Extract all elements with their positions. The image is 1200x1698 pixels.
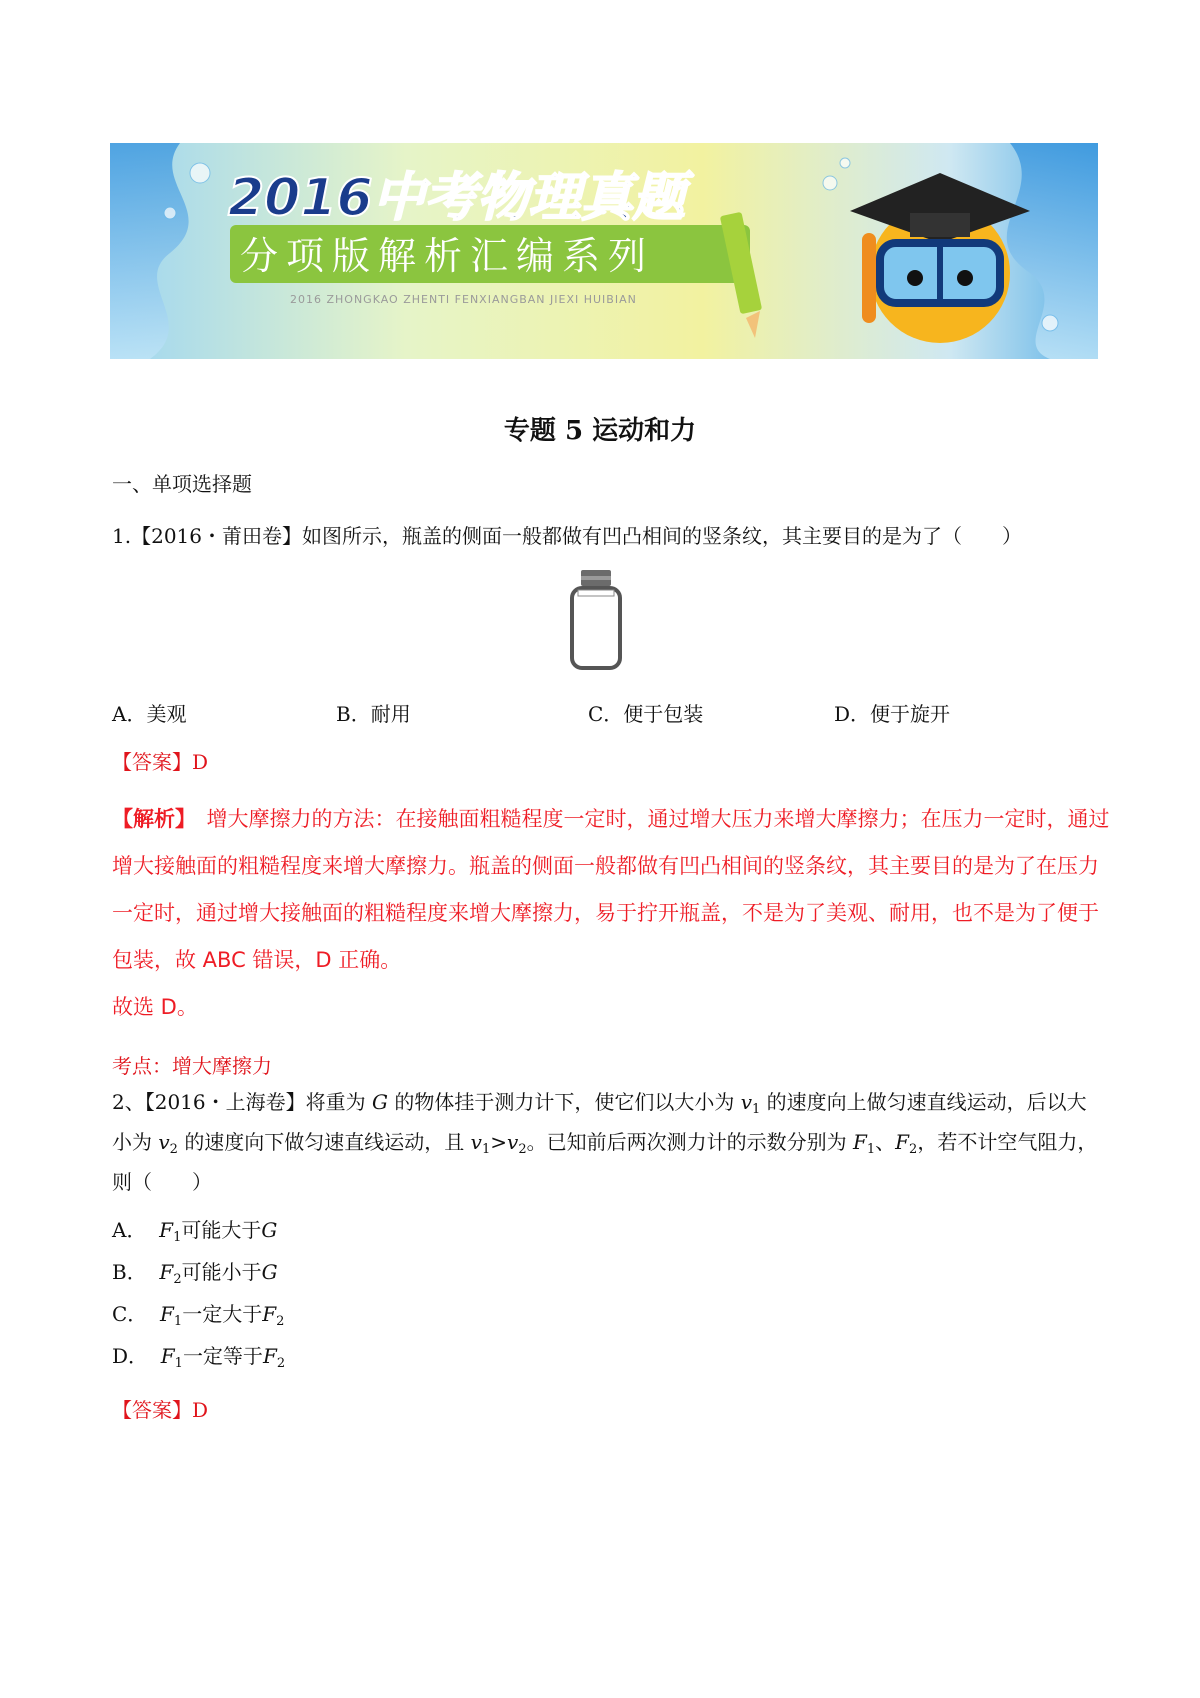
q2-text-part: 的物体挂于测力计下，使它们以大小为	[394, 1090, 735, 1114]
q2-text-part: 的速度向下做匀速直线运动，且	[184, 1130, 465, 1154]
q1-option-b: B．耐用	[336, 702, 411, 726]
subscript-2: 2	[518, 1142, 527, 1157]
q1-analysis	[112, 796, 1112, 1031]
question-1-number: 1.	[112, 524, 132, 548]
q1-answer	[112, 746, 208, 775]
subscript-2: 2	[276, 1314, 285, 1329]
q1-analysis-label: 【解析】	[112, 807, 186, 831]
symbol-f: F	[159, 1218, 174, 1242]
symbol-v: v	[158, 1130, 170, 1154]
bottle-figure	[566, 568, 626, 672]
question-2-number: 2、	[112, 1090, 145, 1114]
q2-option-a	[112, 1214, 277, 1243]
option-text: 一定大于	[182, 1302, 263, 1326]
q2-answer-value: D	[192, 1398, 209, 1422]
option-label: D．	[112, 1344, 149, 1368]
option-text: 一定等于	[182, 1344, 263, 1368]
symbol-g: G	[372, 1090, 388, 1114]
question-2-source: 【2016・上海卷】	[144, 1090, 306, 1114]
q1-keypoint: 考点：增大摩擦力	[112, 1054, 272, 1078]
q2-answer	[112, 1394, 208, 1423]
symbol-f: F	[852, 1130, 867, 1154]
option-label: C．	[112, 1302, 148, 1326]
q2-text-part: ，若不计空气阻力，则（ ）	[112, 1130, 1098, 1194]
q2-option-b	[112, 1256, 278, 1285]
q2-option-d	[112, 1340, 285, 1369]
symbol-v: v	[740, 1090, 753, 1114]
q1-analysis-text: 增大摩擦力的方法：在接触面粗糙程度一定时，通过增大压力来增大摩擦力；在压力一定时，通过增大接触面的粗糙程度来增大摩擦力。瓶盖的侧面一般都做有凹凸相间的竖条纹，其主要目的是为了在压力一定时，通过增大接触面的粗糙程度来增大摩擦力，易于拧开瓶盖，不是为了美观、耐用，也不是为了便于包装，故 ABC 错误，D 正确。	[112, 807, 1110, 972]
symbol-f: F	[262, 1344, 277, 1368]
question-1-source: 【2016・莆田卷】	[131, 524, 302, 548]
banner-pinyin: 2016 ZHONGKAO ZHENTI FENXIANGBAN JIEXI HUIBIAN	[290, 293, 637, 306]
subscript-1: 1	[752, 1102, 761, 1117]
symbol-g: G	[261, 1218, 278, 1242]
subscript-1: 1	[481, 1142, 491, 1157]
q2-text-part: 。已知前后两次测力计的示数分别为	[526, 1130, 847, 1154]
q1-answer-value: D	[192, 750, 209, 774]
option-text: 可能小于	[181, 1260, 262, 1284]
q2-text-part: 将重为	[305, 1090, 366, 1114]
q1-option-a: A．美观	[112, 702, 187, 726]
symbol-v: v	[507, 1130, 519, 1154]
symbol-f: F	[160, 1302, 174, 1326]
banner-image	[110, 143, 1098, 359]
subscript-2: 2	[173, 1272, 182, 1287]
symbol-v: v	[470, 1130, 482, 1154]
option-label: A．	[112, 1218, 147, 1242]
banner-subtitle: 分项版解析汇编系列	[240, 234, 655, 278]
q2-option-c	[112, 1298, 284, 1327]
q2-text-part: 的速度向上做匀速直线运动，后以大小为	[112, 1090, 1087, 1154]
symbol-f: F	[262, 1302, 277, 1326]
question-1	[112, 516, 1102, 556]
subscript-2: 2	[276, 1356, 286, 1371]
section-heading: 一、单项选择题	[112, 472, 252, 496]
subscript-1: 1	[173, 1314, 183, 1329]
q2-answer-label: 【答案】	[112, 1398, 192, 1422]
subscript-2: 2	[909, 1142, 918, 1157]
subscript-2: 2	[169, 1142, 178, 1157]
banner-title: 2016中考物理真题	[228, 168, 685, 228]
q1-conclusion: 故选 D。	[112, 995, 198, 1019]
symbol-f: F	[160, 1344, 175, 1368]
document-title: 专题 5 运动和力	[503, 416, 697, 446]
question-1-text: 如图所示，瓶盖的侧面一般都做有凹凸相间的竖条纹，其主要目的是为了（ ）	[302, 524, 1022, 548]
q1-option-c: C．便于包装	[588, 702, 704, 726]
symbol-f: F	[895, 1130, 910, 1154]
greater-than: >	[490, 1130, 508, 1154]
question-2	[112, 1082, 1102, 1202]
symbol-g: G	[261, 1260, 278, 1284]
symbol-f: F	[159, 1260, 174, 1284]
q1-option-d: D．便于旋开	[834, 702, 951, 726]
subscript-1: 1	[173, 1230, 182, 1245]
subscript-1: 1	[174, 1356, 183, 1371]
option-label: B．	[112, 1260, 147, 1284]
option-text: 可能大于	[181, 1218, 262, 1242]
subscript-1: 1	[866, 1142, 876, 1157]
q1-answer-label: 【答案】	[112, 750, 192, 774]
separator: 、	[875, 1130, 896, 1154]
